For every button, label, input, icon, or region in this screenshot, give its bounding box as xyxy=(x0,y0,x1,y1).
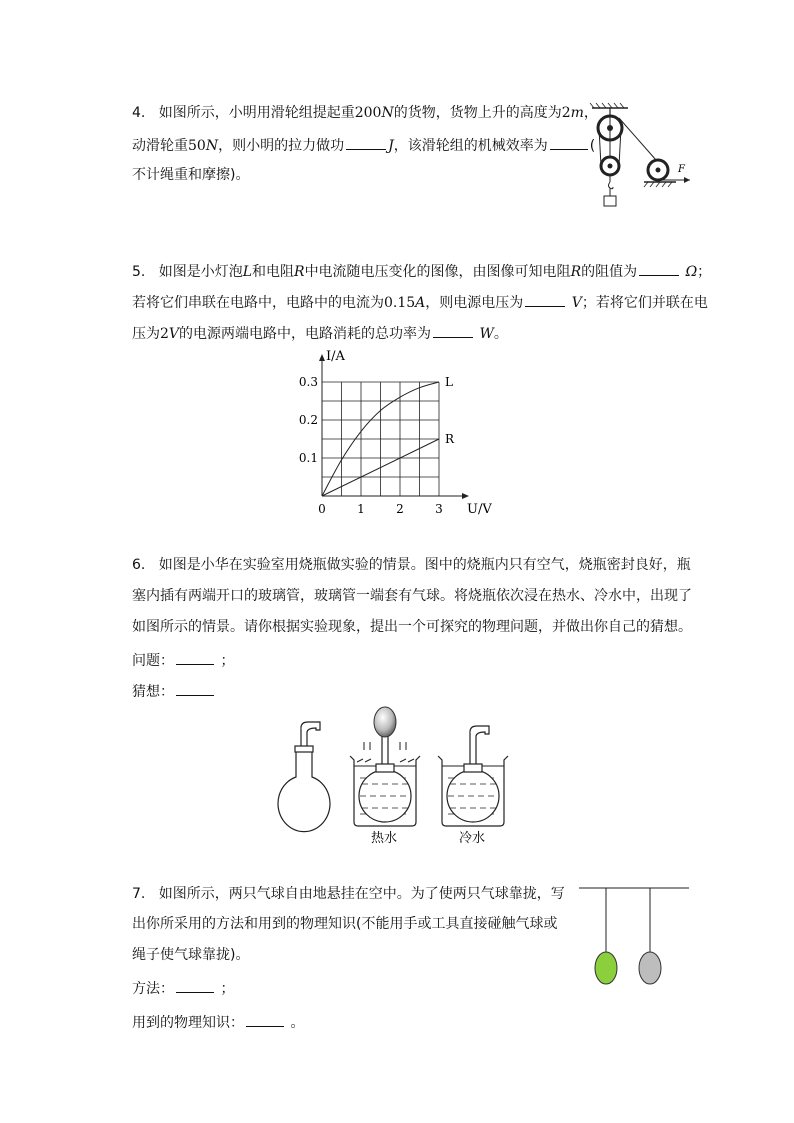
x-axis-arrow xyxy=(462,493,469,499)
q4-line-1: 4. 如图所示，小明用滑轮组提起重200N的货物，货物上升的高度为2m， xyxy=(132,105,598,121)
q4-line-3: 不计绳重和摩擦)。 xyxy=(132,167,250,183)
q7-method-blank[interactable] xyxy=(176,978,214,993)
q6-line-3: 如图所示的情景。请你根据实验现象，提出一个可探究的物理问题，并做出你自己的猜想。 xyxy=(132,619,692,635)
q5-line-1: 5. 如图是小灯泡L和电阻R中电流随电压变化的图像，由图像可知电阻R的阻值为 Ω； xyxy=(132,261,711,281)
x-tick-label: 2 xyxy=(396,502,404,516)
q6-line-2: 塞内插有两端开口的玻璃管，玻璃管一端套有气球。将烧瓶依次浸在热水、冷水中，出现了 xyxy=(132,588,692,604)
q6-question-line: 问题： ； xyxy=(132,650,234,670)
y-axis-arrow xyxy=(319,354,325,361)
q6-guess-blank[interactable] xyxy=(176,681,214,696)
beaker-cold-water xyxy=(438,726,508,826)
q4-line-2: 动滑轮重50N，则小明的拉力做功 J，该滑轮组的机械效率为 ( xyxy=(132,135,595,155)
x-tick-label: 0 xyxy=(318,502,326,516)
q7-line-3: 绳子使气球靠拢)。 xyxy=(132,947,250,963)
q6-line-1: 6. 如图是小华在实验室用烧瓶做实验的情景。图中的烧瓶内只有空气，烧瓶密封良好，瓶 xyxy=(132,557,691,573)
q6-guess-line: 猜想： xyxy=(132,681,216,701)
q5-voltage-blank[interactable] xyxy=(525,292,565,307)
series-label-R: R xyxy=(445,432,455,446)
left-balloon xyxy=(595,952,617,984)
q7-line-1: 7. 如图所示，两只气球自由地悬挂在空中。为了使两只气球靠拢，写 xyxy=(132,886,565,902)
y-tick-label: 0.3 xyxy=(298,375,318,389)
q7-knowledge-blank[interactable] xyxy=(246,1012,284,1027)
cold-water-label: 冷水 xyxy=(459,831,486,846)
balloon-figure xyxy=(579,886,691,986)
chart-series xyxy=(322,375,455,496)
y-axis-label: I/A xyxy=(326,349,345,364)
q6-question-blank[interactable] xyxy=(176,650,214,665)
q4-work-blank[interactable] xyxy=(346,135,386,150)
hot-balloon xyxy=(374,707,396,737)
x-tick-label: 3 xyxy=(435,502,443,516)
q7-line-2: 出你所采用的方法和用到的物理知识(不能用手或工具直接碰触气球或 xyxy=(132,916,558,932)
x-tick-label: 1 xyxy=(357,502,365,516)
q5-resistance-blank[interactable] xyxy=(639,261,679,276)
flask-figure xyxy=(274,702,514,846)
y-tick-label: 0.2 xyxy=(298,413,318,427)
right-balloon xyxy=(639,952,661,984)
iu-chart xyxy=(296,348,496,520)
q7-method-line: 方法： ； xyxy=(132,978,234,998)
x-axis-label: U/V xyxy=(467,502,492,517)
hot-water-label: 热水 xyxy=(371,831,398,846)
series-label-L: L xyxy=(445,375,453,389)
chart-grid xyxy=(322,382,439,496)
q4-efficiency-blank[interactable] xyxy=(550,135,588,150)
y-tick-label: 0.1 xyxy=(298,451,318,465)
pulley-figure xyxy=(586,102,696,212)
beaker-hot-water xyxy=(350,732,420,826)
flask-in-air xyxy=(278,722,330,832)
chart-ticks xyxy=(299,375,443,516)
q5-line-2: 若将它们串联在电路中，电路中的电流为0.15A，则电源电压为 V；若将它们并联在电 xyxy=(132,292,708,312)
q5-line-3: 压为2V的电源两端电路中，电路消耗的总功率为 W。 xyxy=(132,323,508,343)
force-label: F xyxy=(678,164,685,175)
q7-knowledge-line: 用到的物理知识： 。 xyxy=(132,1012,304,1032)
q5-power-blank[interactable] xyxy=(433,323,473,338)
